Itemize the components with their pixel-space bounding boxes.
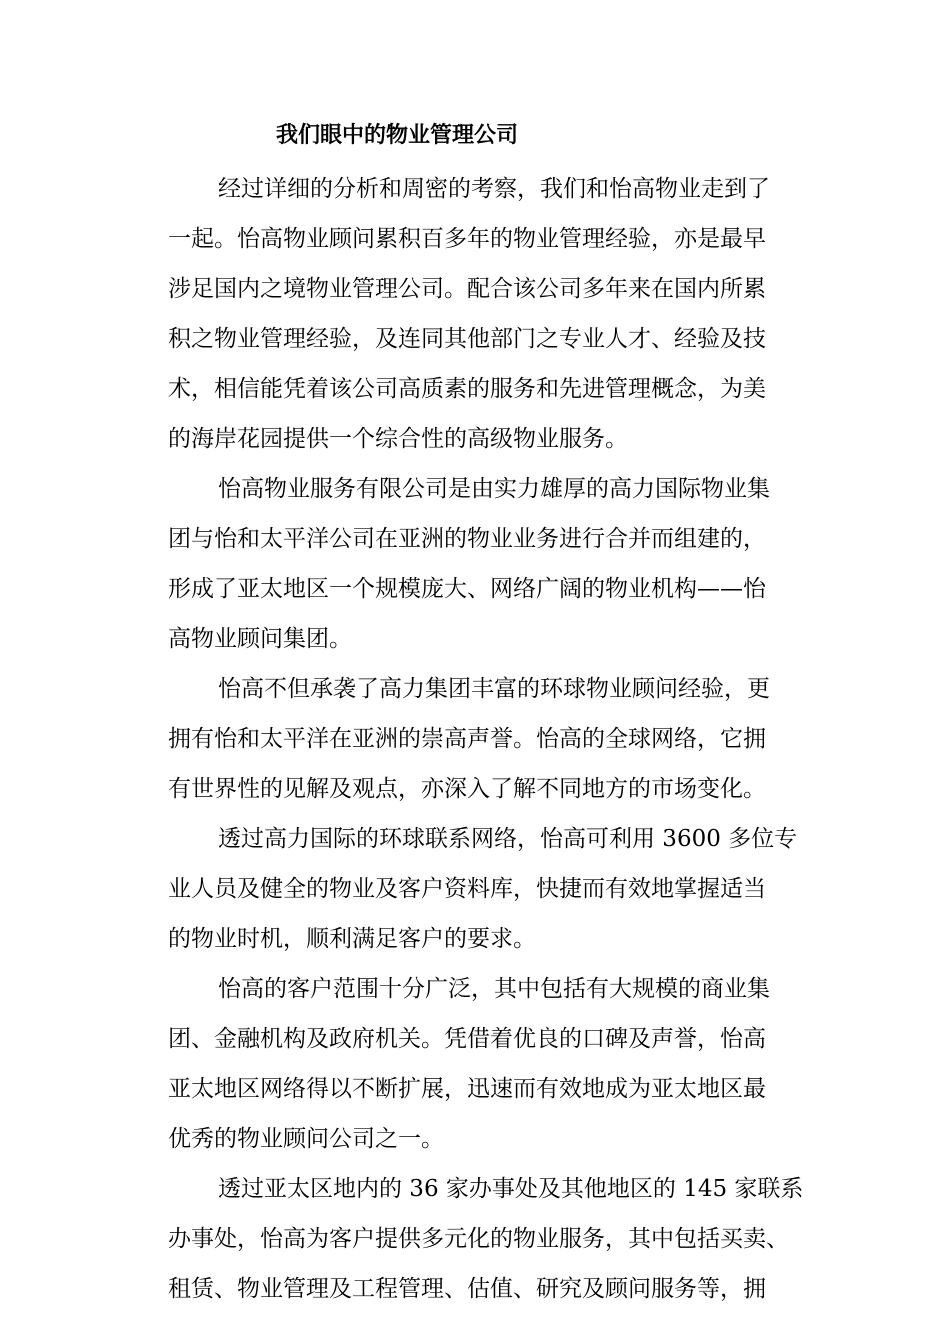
paragraph-line: 的物业时机，顺利满足客户的要求。 <box>168 926 536 952</box>
paragraph-line: 的海岸花园提供一个综合性的高级物业服务。 <box>168 426 628 452</box>
paragraph-line: 怡高不但承袭了高力集团丰富的环球物业顾问经验，更 <box>218 676 770 702</box>
paragraph-4 <box>168 814 828 964</box>
paragraph-line: 团、金融机构及政府机关。凭借着优良的口碑及声誉，怡高 <box>168 1026 766 1052</box>
paragraph-line: 拥有怡和太平洋在亚洲的崇高声誉。怡高的全球网络，它拥 <box>168 726 766 752</box>
paragraph-line: 涉足国内之境物业管理公司。配合该公司多年来在国内所累 <box>168 276 766 302</box>
paragraph-line: 有世界性的见解及观点，亦深入了解不同地方的市场变化。 <box>168 776 766 802</box>
paragraph-line: 优秀的物业顾问公司之一。 <box>168 1126 444 1152</box>
paragraph-2 <box>168 464 828 664</box>
document-body <box>168 164 828 1314</box>
paragraph-line: 团与怡和太平洋公司在亚洲的物业业务进行合并而组建的， <box>168 526 766 552</box>
paragraph-line: 亚太地区网络得以不断扩展，迅速而有效地成为亚太地区最 <box>168 1076 766 1102</box>
paragraph-5 <box>168 964 828 1164</box>
paragraph-line: 透过高力国际的环球联系网络，怡高可利用 3600 多位专 <box>218 826 798 852</box>
paragraph-line: 高物业顾问集团。 <box>168 626 352 652</box>
paragraph-line: 积之物业管理经验，及连同其他部门之专业人才、经验及技 <box>168 326 766 352</box>
paragraph-line: 经过详细的分析和周密的考察，我们和怡高物业走到了 <box>218 176 770 202</box>
paragraph-line: 业人员及健全的物业及客户资料库，快捷而有效地掌握适当 <box>168 876 766 902</box>
paragraph-line: 租赁、物业管理及工程管理、估值、研究及顾问服务等，拥 <box>168 1276 766 1302</box>
paragraph-line: 一起。怡高物业顾问累积百多年的物业管理经验，亦是最早 <box>168 226 766 252</box>
document-title: 我们眼中的物业管理公司 <box>276 122 519 148</box>
paragraph-line: 怡高的客户范围十分广泛，其中包括有大规模的商业集 <box>218 976 770 1002</box>
paragraph-6 <box>168 1164 828 1314</box>
paragraph-line: 形成了亚太地区一个规模庞大、网络广阔的物业机构——怡 <box>168 576 766 602</box>
paragraph-1 <box>168 164 828 464</box>
paragraph-line: 办事处，怡高为客户提供多元化的物业服务，其中包括买卖、 <box>168 1226 789 1252</box>
paragraph-line: 怡高物业服务有限公司是由实力雄厚的高力国际物业集 <box>218 476 770 502</box>
paragraph-line: 术，相信能凭着该公司高质素的服务和先进管理概念，为美 <box>168 376 766 402</box>
paragraph-line: 透过亚太区地内的 36 家办事处及其他地区的 145 家联系 <box>218 1176 804 1202</box>
paragraph-3 <box>168 664 828 814</box>
